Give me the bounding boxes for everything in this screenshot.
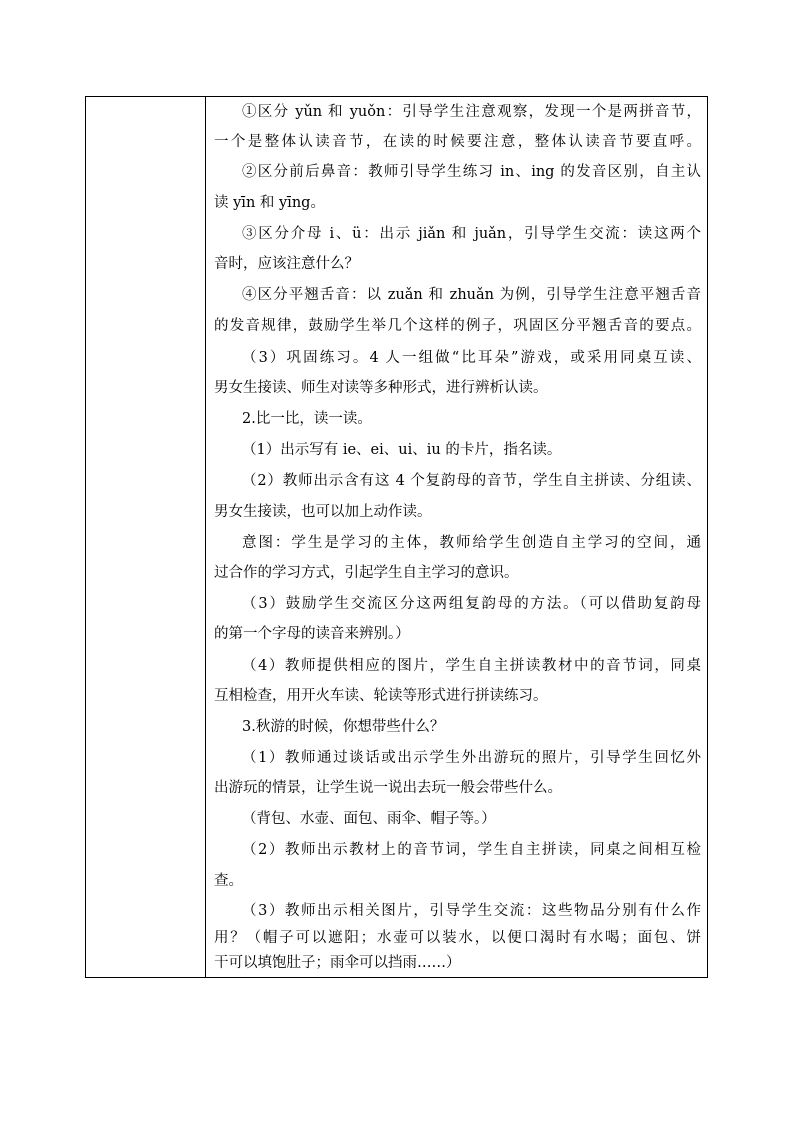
section-heading: 2.比一比，读一读。 xyxy=(242,411,372,427)
paragraph-line: 的第一个字母的读音来辨别。） xyxy=(214,626,410,642)
paragraph-line: 过合作的学习方式，引起学生自主学习的意识。 xyxy=(214,565,519,581)
paragraph-line: （背包、水壶、面包、雨伞、帽子等。） xyxy=(242,811,496,827)
paragraph-line: 出游玩的情景，让学生说一说出去玩一般会带些什么。 xyxy=(214,780,562,796)
paragraph-line: 互相检查，用开火车读、轮读等形式进行拼读练习。 xyxy=(214,688,548,704)
paragraph-line: ④区分平翘舌音：以 zuǎn 和 zhuǎn 为例，引导学生注意平翘舌音 xyxy=(242,287,701,303)
lesson-table xyxy=(85,96,708,978)
paragraph-line: （2）教师出示教材上的音节词，学生自主拼读，同桌之间相互检 xyxy=(242,842,701,858)
paragraph-line: 音时，应该注意什么？ xyxy=(214,256,359,272)
label-cell xyxy=(86,97,206,977)
paragraph-line: （2）教师出示含有这 4 个复韵母的音节，学生自主拼读、分组读、 xyxy=(242,473,701,489)
section-heading: 3.秋游的时候，你想带些什么？ xyxy=(242,719,445,735)
paragraph-line: （3）巩固练习。4 人一组做“比耳朵”游戏，或采用同桌互读、 xyxy=(242,350,701,366)
paragraph-line: 男女生接读，也可以加上动作读。 xyxy=(214,504,432,520)
paragraph-line: （3）教师出示相关图片，引导学生交流：这些物品分别有什么作 xyxy=(242,903,701,919)
content-cell xyxy=(206,97,707,977)
paragraph-line: 干可以填饱肚子；雨伞可以挡雨……） xyxy=(214,955,461,971)
paragraph-line: 男女生接读、师生对读等多种形式，进行辨析认读。 xyxy=(214,380,548,396)
paragraph-line: 一个是整体认读音节，在读的时候要注意，整体认读音节要直呼。 xyxy=(214,134,701,150)
paragraph-line: ②区分前后鼻音：教师引导学生练习 in、ing 的发音区别，自主认 xyxy=(242,164,701,180)
paragraph-line: 用？（帽子可以遮阳；水壶可以装水，以便口渴时有水喝；面包、饼 xyxy=(214,930,701,946)
paragraph-line: 的发音规律，鼓励学生举几个这样的例子，巩固区分平翘舌音的要点。 xyxy=(214,318,701,334)
paragraph-line: 读 yīn 和 yīng。 xyxy=(214,195,325,211)
paragraph-line: （4）教师提供相应的图片，学生自主拼读教材中的音节词，同桌 xyxy=(242,658,701,674)
paragraph-line: 查。 xyxy=(214,873,243,889)
paragraph-line: （1）教师通过谈话或出示学生外出游玩的照片，引导学生回忆外 xyxy=(242,750,701,766)
paragraph-line: ①区分 yǔn 和 yuǒn：引导学生注意观察，发现一个是两拼音节， xyxy=(242,104,701,120)
paragraph-line: ③区分介母 i、ü：出示 jiǎn 和 juǎn，引导学生交流：读这两个 xyxy=(242,226,701,242)
paragraph-line: （1）出示写有 ie、ei、ui、iu 的卡片，指名读。 xyxy=(242,442,562,458)
paragraph-line: 意图：学生是学习的主体，教师给学生创造自主学习的空间，通 xyxy=(242,535,701,551)
paragraph-line: （3）鼓励学生交流区分这两组复韵母的方法。（可以借助复韵母 xyxy=(242,596,701,612)
